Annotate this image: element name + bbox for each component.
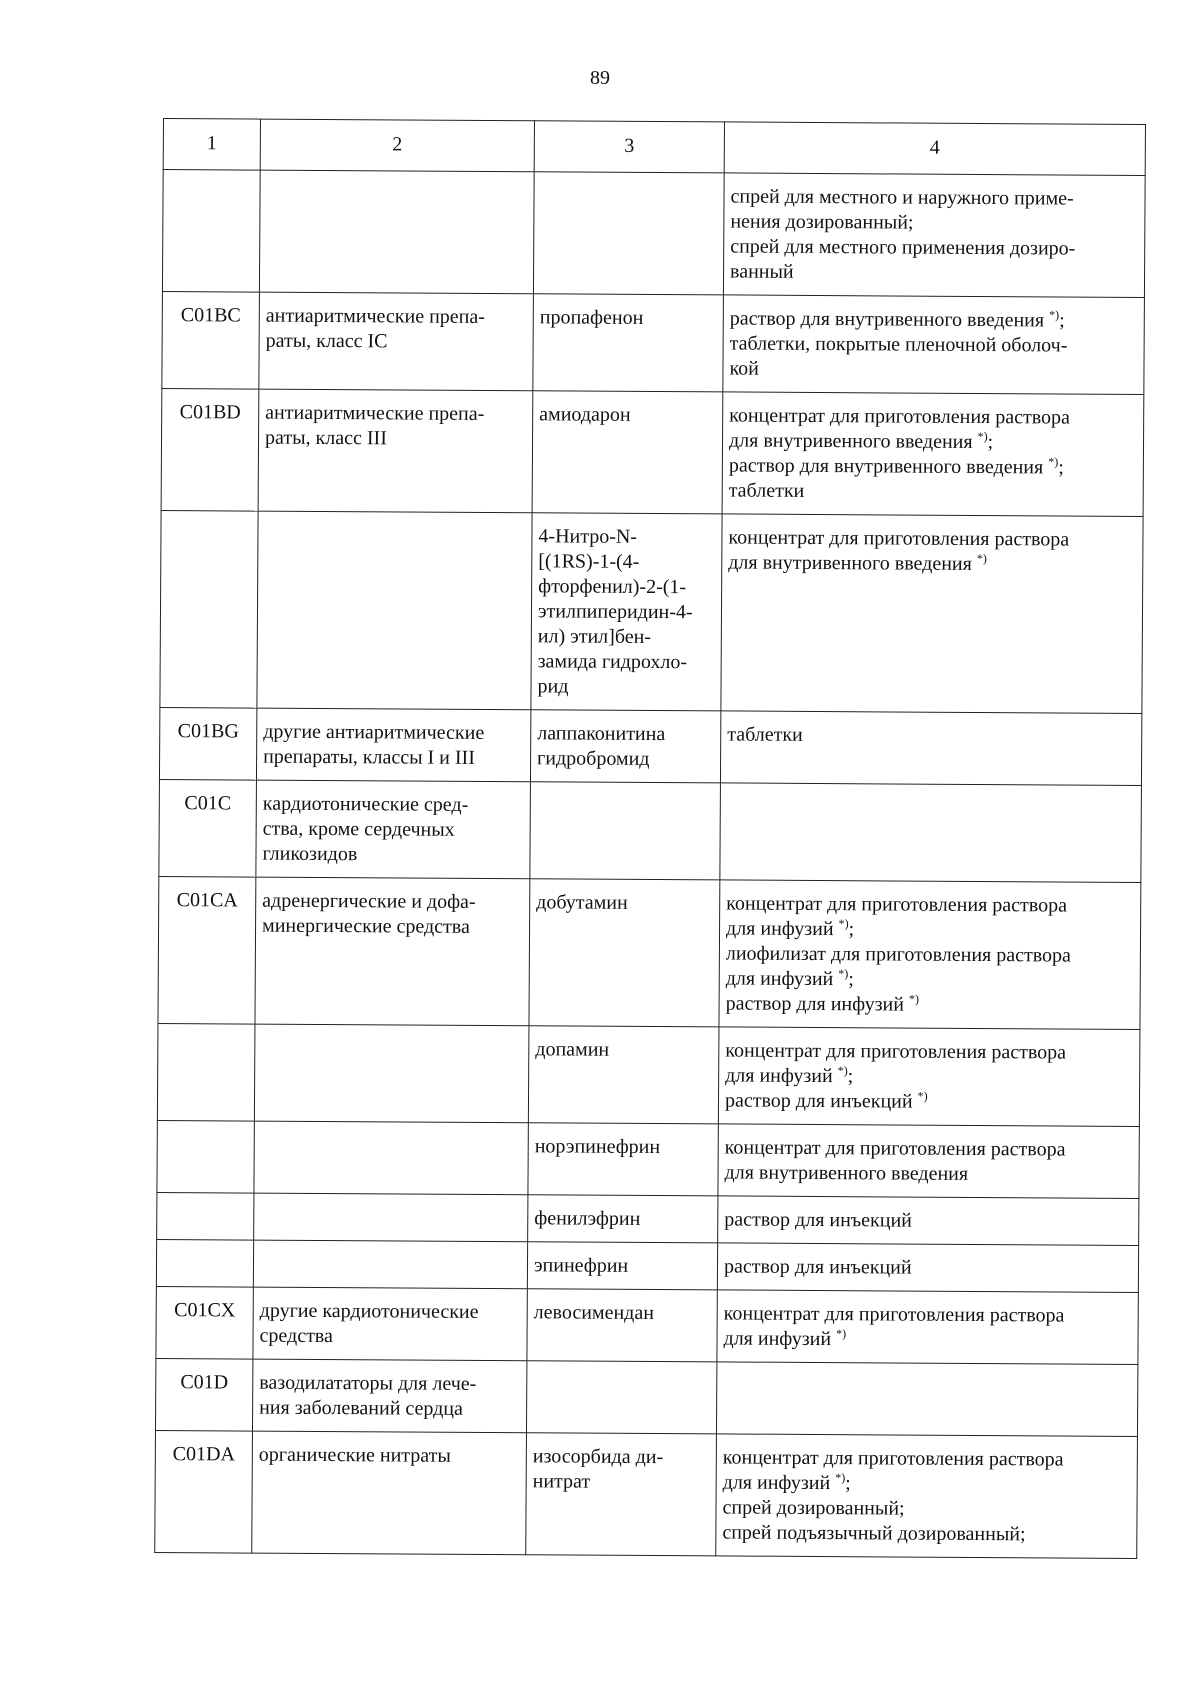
dosage-form-text: для инфузий xyxy=(722,1471,836,1495)
substance-cell xyxy=(532,391,723,514)
header-cell-1: 1 xyxy=(163,119,260,171)
substance-cell xyxy=(526,1361,716,1434)
group-line: ства, кроме сердечных xyxy=(262,817,455,841)
dosage-forms-cell xyxy=(720,711,1141,786)
atc-code-cell: C01BD xyxy=(161,388,259,511)
dosage-form-text: для внутривенного введения xyxy=(728,429,978,453)
pharmacological-group-cell xyxy=(256,708,530,782)
footnote-mark: *) xyxy=(917,1088,928,1104)
dosage-form-text: раствор для инъекций xyxy=(724,1089,918,1113)
dosage-forms-cell xyxy=(716,1362,1137,1437)
substance-line: замида гидрохло- xyxy=(537,650,688,674)
page-number: 89 xyxy=(590,67,610,89)
dosage-form-text: спрей для местного применения дозиро- xyxy=(730,235,1076,260)
atc-code-cell xyxy=(157,1023,255,1121)
pharmacological-group-cell xyxy=(255,877,530,1026)
group-line: другие кардиотонические xyxy=(259,1299,479,1323)
dosage-form-line xyxy=(723,1445,1131,1472)
dosage-forms-cell xyxy=(721,514,1143,714)
dosage-form-text: раствор для внутривенного введения xyxy=(728,454,1049,479)
dosage-form-line xyxy=(730,259,1138,286)
dosage-form-text: таблетки xyxy=(728,479,805,502)
group-line: другие антиаритмические xyxy=(263,720,485,744)
table-row xyxy=(158,876,1141,1029)
dosage-form-text: таблетки, покрытые пленочной оболоч- xyxy=(729,332,1068,357)
separator: ; xyxy=(1059,309,1065,332)
separator: ; xyxy=(848,918,855,941)
dosage-form-text: для внутривенного введения xyxy=(728,551,977,575)
atc-code-cell: C01DA xyxy=(155,1430,253,1553)
substance-line: ил) этил]бен- xyxy=(537,625,652,648)
substance-cell xyxy=(530,710,720,783)
group-line: раты, класс III xyxy=(264,426,387,450)
dosage-forms-cell xyxy=(719,880,1141,1030)
atc-code-cell xyxy=(162,170,260,293)
dosage-forms-cell xyxy=(716,1434,1138,1559)
dosage-form-text: концентрат для приготовления раствора xyxy=(725,1039,1067,1064)
substance-cell xyxy=(530,782,721,880)
dosage-form-line xyxy=(730,331,1138,358)
pharmacological-group-cell xyxy=(252,1359,526,1433)
header-cell-3: 3 xyxy=(534,121,724,173)
dosage-form-line xyxy=(730,306,1138,333)
header-cell-4: 4 xyxy=(724,122,1145,176)
substance-line: фенилэфрин xyxy=(534,1207,641,1230)
atc-code-cell xyxy=(156,1239,253,1287)
table-row xyxy=(157,1023,1140,1126)
atc-code-cell: C01CA xyxy=(158,876,256,1024)
substance-line: нитрат xyxy=(532,1470,591,1493)
dosage-form-text: концентрат для приготовления раствора xyxy=(722,1446,1064,1471)
pharmacological-group-cell xyxy=(254,1024,529,1123)
atc-code-cell: C01C xyxy=(159,779,257,877)
substance-line: добутамин xyxy=(536,891,628,914)
dosage-form-line xyxy=(730,184,1138,211)
dosage-forms-cell xyxy=(718,1027,1140,1127)
group-line: препараты, классы I и III xyxy=(263,745,475,769)
group-line: кардиотонические сред- xyxy=(262,792,469,816)
drug-table xyxy=(154,118,1146,1559)
dosage-form-text: для внутривенного введения xyxy=(724,1161,969,1185)
substance-line: левосимендан xyxy=(533,1301,655,1325)
dosage-forms-cell xyxy=(722,392,1144,517)
dosage-form-text: спрей дозированный; xyxy=(722,1496,905,1520)
substance-cell xyxy=(526,1433,717,1556)
pharmacological-group-cell xyxy=(257,511,532,710)
dosage-forms-cell xyxy=(717,1290,1138,1365)
substance-line: [(1RS)-1-(4- xyxy=(538,550,640,573)
dosage-form-line xyxy=(729,478,1137,505)
substance-cell xyxy=(533,294,724,392)
group-line: гликозидов xyxy=(262,842,358,866)
substance-cell xyxy=(528,1195,718,1243)
footnote-mark: *) xyxy=(838,916,849,931)
table-row xyxy=(159,707,1141,785)
table-row xyxy=(162,170,1145,298)
group-line: адренергические и дофа- xyxy=(262,889,476,913)
atc-code-cell xyxy=(157,1192,254,1240)
dosage-form-text: спрей для местного и наружного приме- xyxy=(730,185,1074,210)
table-row xyxy=(156,1239,1138,1292)
group-line: антиаритмические препа- xyxy=(265,304,485,328)
dosage-forms-cell xyxy=(723,295,1145,395)
dosage-form-text: кой xyxy=(729,357,759,380)
substance-cell xyxy=(531,513,722,711)
pharmacological-group-cell xyxy=(258,389,533,513)
dosage-form-text: концентрат для приготовления раствора xyxy=(729,404,1071,429)
table-row xyxy=(162,291,1145,394)
dosage-forms-cell xyxy=(717,1243,1138,1293)
table-row xyxy=(159,779,1142,882)
dosage-form-line xyxy=(725,1135,1133,1162)
dosage-form-text: для инфузий xyxy=(725,1064,838,1088)
dosage-form-text: ванный xyxy=(730,260,794,283)
dosage-form-line xyxy=(724,1254,1132,1281)
dosage-form-line xyxy=(726,891,1134,918)
dosage-form-line xyxy=(723,1470,1131,1497)
dosage-form-text: концентрат для приготовления раствора xyxy=(728,526,1070,551)
atc-code-cell: C01BC xyxy=(162,291,260,389)
dosage-form-line xyxy=(722,1495,1130,1522)
footnote-mark: *) xyxy=(836,1326,847,1341)
dosage-form-line xyxy=(724,1207,1132,1234)
table-row xyxy=(157,1120,1139,1198)
pharmacological-group-cell xyxy=(253,1287,527,1361)
footnote-mark: *) xyxy=(1049,307,1060,322)
substance-line: амиодарон xyxy=(539,403,631,426)
dosage-form-text: раствор для инъекций xyxy=(724,1208,912,1232)
table-body xyxy=(155,119,1146,1559)
substance-cell xyxy=(528,1123,718,1196)
dosage-form-line xyxy=(729,428,1137,455)
pharmacological-group-cell xyxy=(259,170,534,294)
atc-code-cell xyxy=(160,510,258,708)
separator: ; xyxy=(848,968,854,991)
group-line: раты, класс IC xyxy=(265,329,388,353)
dosage-form-text: концентрат для приготовления раствора xyxy=(723,1302,1065,1327)
separator: ; xyxy=(987,431,994,454)
substance-line: эпинефрин xyxy=(533,1254,629,1277)
dosage-forms-cell xyxy=(723,173,1145,298)
dosage-form-line xyxy=(725,1038,1133,1065)
substance-line: фторфенил)-2-(1- xyxy=(538,575,687,599)
dosage-form-line xyxy=(730,234,1138,261)
dosage-form-line xyxy=(728,525,1136,552)
dosage-form-line xyxy=(726,966,1134,993)
substance-line: рид xyxy=(537,675,569,698)
group-line: антиаритмические препа- xyxy=(265,401,485,425)
substance-cell xyxy=(527,1242,717,1290)
footnote-mark: *) xyxy=(976,551,987,566)
dosage-form-line xyxy=(726,991,1134,1018)
footnote-mark: *) xyxy=(838,966,849,981)
group-line: средства xyxy=(259,1324,333,1348)
dosage-form-line xyxy=(730,209,1138,236)
substance-line: 4-Нитро-N- xyxy=(538,525,638,548)
dosage-form-text: концентрат для приготовления раствора xyxy=(726,892,1068,917)
group-line: органические нитраты xyxy=(258,1443,451,1467)
dosage-form-text: для инфузий xyxy=(725,967,839,991)
dosage-form-line xyxy=(724,1301,1132,1328)
dosage-form-line xyxy=(725,1063,1133,1090)
dosage-form-line xyxy=(726,916,1134,943)
substance-cell xyxy=(527,1289,717,1362)
separator: ; xyxy=(1058,456,1064,479)
table-row xyxy=(155,1430,1138,1558)
group-line: минергические средства xyxy=(262,914,470,938)
substance-line: лаппаконитина xyxy=(537,722,666,746)
table-row xyxy=(160,510,1143,713)
dosage-form-line xyxy=(726,941,1134,968)
substance-line: норэпинефрин xyxy=(534,1135,661,1159)
footnote-mark: *) xyxy=(837,1063,848,1078)
substance-line: допамин xyxy=(535,1038,610,1061)
dosage-form-line xyxy=(728,550,1136,577)
substance-line: пропафенон xyxy=(539,306,644,329)
dosage-form-text: для инфузий xyxy=(725,917,839,941)
dosage-form-text: для инфузий xyxy=(723,1327,837,1351)
substance-cell xyxy=(533,172,724,295)
pharmacological-group-cell xyxy=(254,1193,528,1242)
dosage-form-line xyxy=(729,453,1137,480)
footnote-mark: *) xyxy=(1048,454,1059,469)
footnote-mark: *) xyxy=(908,991,920,1006)
pharmacological-group-cell xyxy=(253,1240,527,1289)
group-line: вазодилататоры для лече- xyxy=(259,1371,477,1395)
dosage-form-line xyxy=(727,722,1135,749)
dosage-form-text: раствор для инфузий xyxy=(725,992,910,1016)
dosage-forms-cell xyxy=(720,783,1142,883)
dosage-forms-cell xyxy=(718,1124,1139,1199)
separator: ; xyxy=(847,1065,854,1088)
dosage-form-line xyxy=(722,1520,1130,1547)
footnote-mark: *) xyxy=(835,1470,846,1485)
pharmacological-group-cell xyxy=(252,1431,527,1555)
atc-code-cell: C01BG xyxy=(159,707,256,780)
dosage-form-text: раствор для внутривенного введения xyxy=(729,307,1050,332)
pharmacological-group-cell xyxy=(254,1121,528,1195)
dosage-form-line xyxy=(729,403,1137,430)
dosage-form-line xyxy=(724,1160,1132,1187)
dosage-form-line xyxy=(729,356,1137,383)
substance-line: этилпиперидин-4- xyxy=(537,600,693,624)
dosage-form-line xyxy=(723,1326,1131,1353)
footnote-mark: *) xyxy=(977,429,988,444)
separator: ; xyxy=(845,1472,851,1495)
dosage-form-text: спрей подъязычный дозированный; xyxy=(722,1521,1026,1546)
dosage-form-text: концентрат для приготовления раствора xyxy=(724,1136,1066,1161)
substance-cell xyxy=(528,1026,719,1124)
atc-code-cell: C01CX xyxy=(156,1286,253,1359)
dosage-form-line xyxy=(725,1088,1133,1115)
atc-code-cell: C01D xyxy=(155,1358,252,1431)
table-row xyxy=(155,1358,1137,1436)
substance-line: изосорбида ди- xyxy=(532,1445,664,1469)
table-header-row xyxy=(163,119,1145,176)
atc-code-cell xyxy=(157,1120,254,1193)
substance-line: гидробромид xyxy=(537,747,650,770)
group-line: ния заболеваний сердца xyxy=(259,1396,463,1420)
dosage-form-text: раствор для инъекций xyxy=(723,1255,912,1279)
dosage-form-text: нения дозированный; xyxy=(730,210,914,234)
substance-cell xyxy=(529,879,720,1027)
header-cell-2: 2 xyxy=(260,119,534,172)
table-row xyxy=(156,1286,1138,1364)
table-row xyxy=(161,388,1144,516)
pharmacological-group-cell xyxy=(256,780,531,879)
dosage-form-text: таблетки xyxy=(727,723,803,746)
dosage-forms-cell xyxy=(718,1196,1139,1246)
dosage-form-text: лиофилизат для приготовления раствора xyxy=(725,942,1071,967)
table-row xyxy=(157,1192,1139,1245)
pharmacological-group-cell xyxy=(259,292,534,391)
